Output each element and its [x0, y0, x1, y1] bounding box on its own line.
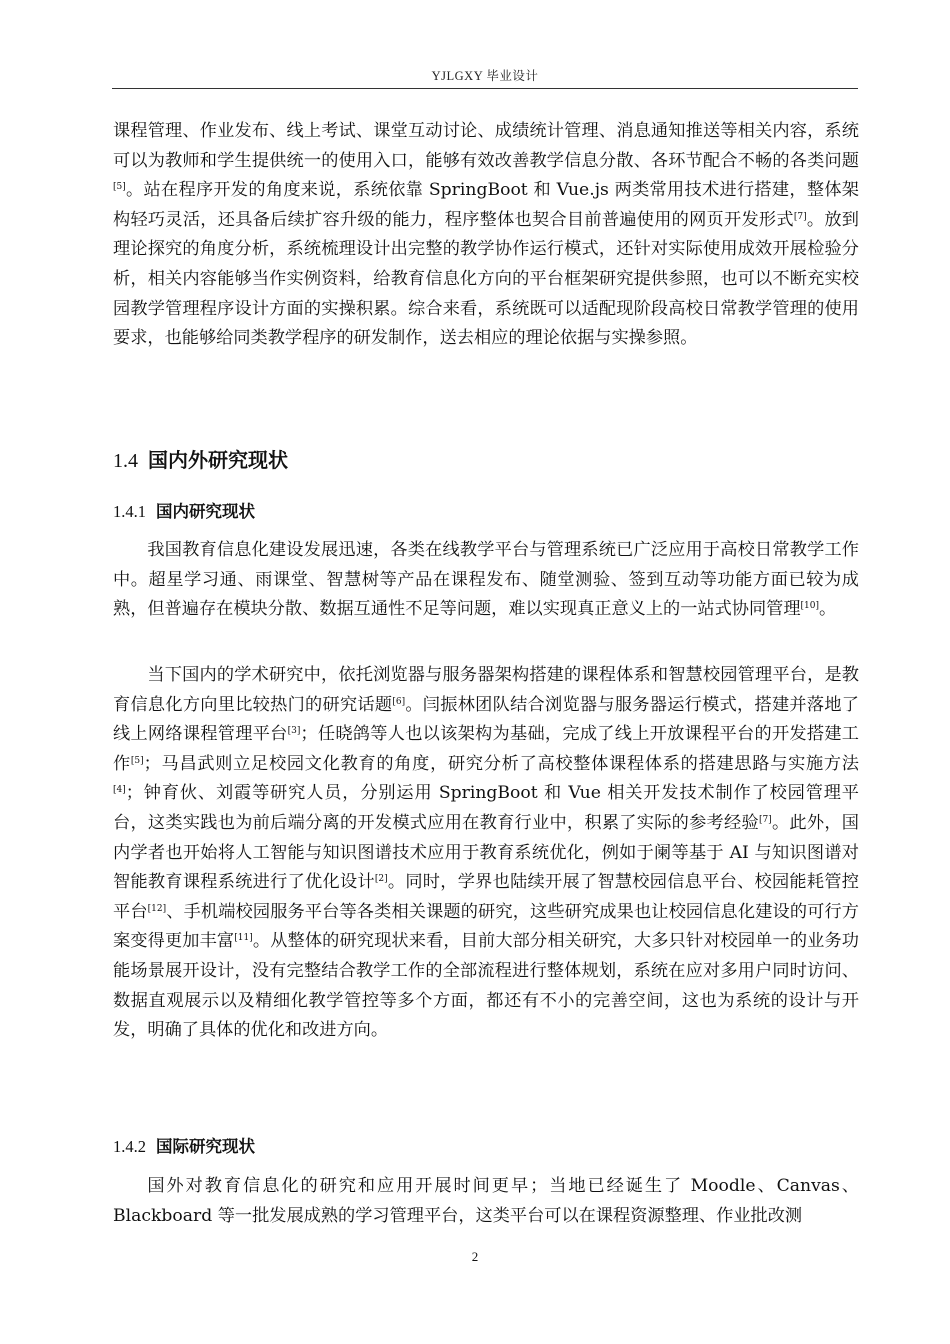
section-number: 1.4 [113, 450, 138, 472]
citation[interactable]: [4] [113, 785, 126, 796]
text-run: 。此外，国内学者也开始将人工智能与知识图谱技术应用于教育系统优化，例如于阑等基于 AI 与知识图谱对智能教育课程系统进行了优化设计 [113, 812, 859, 893]
text-run: 、手机端校园服务平台等各类相关课题的研究，这些研究成果也让校园信息化建设的可行方案变得更加丰富 [113, 901, 859, 952]
page-number: 2 [471, 1249, 479, 1264]
citation[interactable]: [3] [287, 726, 301, 737]
running-header: YJLGXY 毕业设计 [431, 69, 539, 83]
subsection-heading-1-4-1 [113, 498, 255, 522]
section-title: 国内外研究现状 [148, 448, 288, 472]
paragraph-international-research [113, 1172, 859, 1231]
text-run: 。放到理论探究的角度分析，系统梳理设计出完整的教学协作运行模式，还针对实际使用成效开展检验分析，相关内容能够当作实例资料，给教育信息化方向的平台框架研究提供参照，也可以不断充实校园教学管理程序设计方面的实操积累。综合来看，系统既可以适配现阶段高校日常教学管理的使用要求，也能够给同类教学程序的研发制作，送去相应的理论依据与实操参照。 [113, 209, 859, 349]
citation[interactable]: [2] [374, 874, 388, 885]
text-run: 课程管理、作业发布、线上考试、课堂互动讨论、成绩统计管理、消息通知推送等相关内容，系统可以为教师和学生提供统一的使用入口，能够有效改善教学信息分散、各环节配合不畅的各类问题 [113, 121, 859, 171]
citation[interactable]: [12] [147, 903, 167, 914]
subsection-number: 1.4.2 [113, 1137, 146, 1156]
citation[interactable]: [5] [113, 182, 126, 193]
citation[interactable]: [6] [392, 696, 406, 707]
paragraph-intro-continued [113, 117, 859, 354]
text-run: 。从整体的研究现状来看，目前大部分相关研究，大多只针对校园单一的业务功能场景展开设计，没有完整结合教学工作的全部流程进行整体规划，系统在应对多用户同时访问、数据直观展示以及精细化教学管控等多个方面，都还有不小的完善空间，这也为系统的设计与开发，明确了具体的优化和改进方向。 [113, 931, 859, 1041]
subsection-title: 国际研究现状 [156, 1137, 255, 1156]
paragraph-domestic-overview [113, 536, 859, 625]
text-run: 当下国内的学术研究中，依托浏览器与服务器架构搭建的课程体系和智慧校园管理平台，是教育信息化方向里比较热门的研究话题 [113, 665, 859, 715]
subsection-heading-1-4-2 [113, 1133, 255, 1157]
subsection-title: 国内研究现状 [156, 502, 255, 521]
subsection-number: 1.4.1 [113, 502, 146, 521]
text-run: ；任晓鸽等人也以该架构为基础，完成了线上开放课程平台的开发搭建工作 [113, 724, 859, 774]
text-run: 。同时，学界也陆续开展了智慧校园信息平台、校园能耗管控平台 [113, 872, 859, 922]
text-run: ；钟育伙、刘霞等研究人员，分别运用 SpringBoot 和 Vue 相关开发技术制作了校园管理平台，这类实践也为前后端分离的开发模式应用在教育行业中，积累了实际的参考经验 [113, 783, 859, 833]
citation[interactable]: [7] [793, 211, 807, 222]
header-rule [112, 88, 858, 89]
paragraph-domestic-research [113, 661, 859, 1046]
text-run: 。闫振林团队结合浏览器与服务器运行模式，搭建并落地了线上网络课程管理平台 [113, 694, 859, 745]
citation[interactable]: [5] [130, 755, 144, 766]
section-heading-1-4 [113, 444, 288, 473]
citation[interactable]: [7] [758, 814, 772, 825]
text-run: 国外对教育信息化的研究和应用开展时间更早；当地已经诞生了 Moodle、Canvas、Blackboard 等一批发展成熟的学习管理平台，这类平台可以在课程资源整理、作业批改测 [113, 1176, 859, 1226]
text-run: 。站在程序开发的角度来说，系统依靠 SpringBoot 和 Vue.js 两类常用技术进行搭建，整体架构轻巧灵活，还具备后续扩容升级的能力，程序整体也契合目前普遍使用的网页开发形式 [113, 180, 859, 230]
citation[interactable]: [10] [800, 601, 819, 612]
text-run: ；马昌武则立足校园文化教育的角度，研究分析了高校整体课程体系的搭建思路与实施方法 [143, 753, 859, 774]
text-run: 。 [819, 599, 837, 620]
text-run: 我国教育信息化建设发展迅速，各类在线教学平台与管理系统已广泛应用于高校日常教学工作中。超星学习通、雨课堂、智慧树等产品在课程发布、随堂测验、签到互动等功能方面已较为成熟，但普遍存在模块分散、数据互通性不足等问题，难以实现真正意义上的一站式协同管理 [113, 540, 859, 620]
citation[interactable]: [11] [234, 933, 253, 944]
